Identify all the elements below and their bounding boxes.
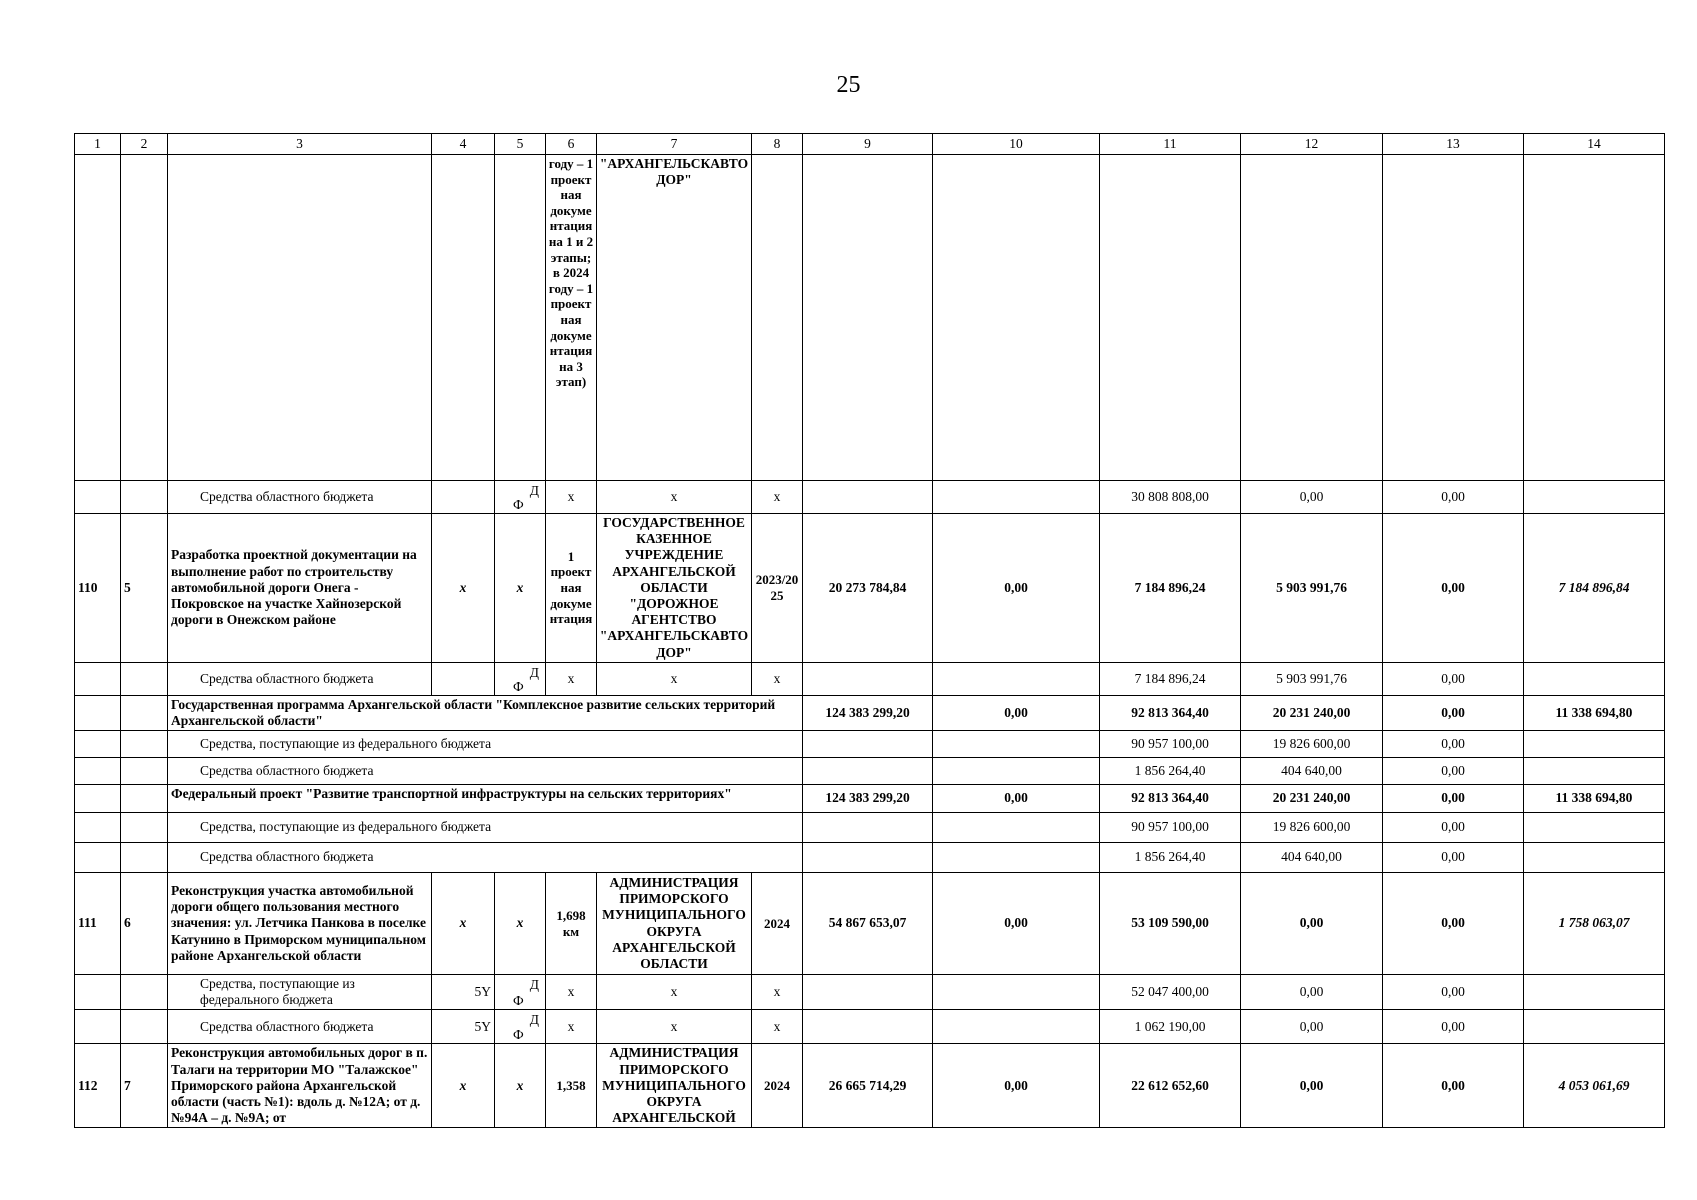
cell-11: 1 856 264,40 [1100, 758, 1241, 785]
funding-type-f: Ф [513, 678, 524, 694]
project-total-row [75, 785, 1665, 813]
funding-type-f: Ф [513, 1027, 524, 1043]
cell-13: 0,00 [1383, 813, 1524, 843]
federal-budget-row [75, 731, 1665, 758]
cell-14: 7 184 896,84 [1524, 514, 1665, 663]
funding-type-cell [495, 662, 546, 695]
col-header-4: 4 [432, 134, 495, 155]
cell-12: 5 903 991,76 [1241, 514, 1383, 663]
cell-12: 20 231 240,00 [1241, 785, 1383, 813]
row-number: 111 [75, 873, 121, 975]
continuation-row [75, 155, 1665, 481]
col-header-6: 6 [546, 134, 597, 155]
cell-8: х [752, 662, 803, 695]
col-header-11: 11 [1100, 134, 1241, 155]
cell-10: 0,00 [933, 1044, 1100, 1128]
cell-8: х [752, 481, 803, 514]
cell-12: 5 903 991,76 [1241, 662, 1383, 695]
funding-type-f: Ф [513, 993, 524, 1009]
capacity-cell: 1,358 [546, 1044, 597, 1128]
col-header-9: 9 [803, 134, 933, 155]
cell-9: 20 273 784,84 [803, 514, 933, 663]
cell-12: 0,00 [1241, 873, 1383, 975]
source-label: Средства, поступающие из федерального бюджета [168, 731, 803, 758]
column-number-row [75, 134, 1665, 155]
federal-budget-row [75, 975, 1665, 1010]
regional-budget-row [75, 481, 1665, 514]
regional-budget-row [75, 758, 1665, 785]
funding-type-d: Д [529, 977, 539, 993]
program-total-row [75, 695, 1665, 730]
continuation-organization-cell: "АРХАНГЕЛЬСКАВТОДОР" [597, 155, 752, 481]
cell-12: 19 826 600,00 [1241, 813, 1383, 843]
col-header-13: 13 [1383, 134, 1524, 155]
cell-13: 0,00 [1383, 975, 1524, 1010]
row-subnumber: 7 [121, 1044, 168, 1128]
project-title: Федеральный проект "Развитие транспортной инфраструктуры на сельских территориях" [168, 785, 803, 813]
cell-13: 0,00 [1383, 481, 1524, 514]
budget-table [74, 133, 1665, 1128]
col-header-5: 5 [495, 134, 546, 155]
cell-5: х [495, 873, 546, 975]
cell-8: х [752, 1010, 803, 1044]
capacity-cell: 1,698 км [546, 873, 597, 975]
cell-11: 1 062 190,00 [1100, 1010, 1241, 1044]
source-label: Средства областного бюджета [168, 481, 432, 514]
cell-12: 20 231 240,00 [1241, 695, 1383, 730]
cell-9: 124 383 299,20 [803, 785, 933, 813]
object-title: Реконструкция участка автомобильной дороги общего пользования местного значения: ул. Летчика Панкова в поселке Катунино в Приморском муниципальном районе Архангельской области [168, 873, 432, 975]
cell-12: 404 640,00 [1241, 758, 1383, 785]
cell-12: 0,00 [1241, 975, 1383, 1010]
object-row-112 [75, 1044, 1665, 1128]
object-title: Разработка проектной документации на выполнение работ по строительству автомобильной дороги Онега - Покровское на участке Хайнозерской дороги в Онежском районе [168, 514, 432, 663]
cell-11: 7 184 896,24 [1100, 514, 1241, 663]
period-cell: 2024 [752, 1044, 803, 1128]
cell-5: х [495, 514, 546, 663]
cell-6: х [546, 1010, 597, 1044]
funding-type-d: Д [529, 664, 539, 680]
regional-budget-row [75, 1010, 1665, 1044]
organization-cell: ГОСУДАРСТВЕННОЕ КАЗЕННОЕ УЧРЕЖДЕНИЕ АРХАНГЕЛЬСКОЙ ОБЛАСТИ "ДОРОЖНОЕ АГЕНТСТВО "АРХАНГЕЛЬСКАВТОДОР" [597, 514, 752, 663]
col-header-8: 8 [752, 134, 803, 155]
cell-10: 0,00 [933, 873, 1100, 975]
cell-6: х [546, 662, 597, 695]
cell-8: х [752, 975, 803, 1010]
cell-6: х [546, 975, 597, 1010]
cell-12: 0,00 [1241, 1044, 1383, 1128]
cell-7: х [597, 662, 752, 695]
cell-11: 92 813 364,40 [1100, 785, 1241, 813]
object-row-111 [75, 873, 1665, 975]
cell-10: 0,00 [933, 514, 1100, 663]
organization-cell: АДМИНИСТРАЦИЯ ПРИМОРСКОГО МУНИЦИПАЛЬНОГО ОКРУГА АРХАНГЕЛЬСКОЙ ОБЛАСТИ [597, 873, 752, 975]
cell-7: х [597, 975, 752, 1010]
funding-type-cell [495, 975, 546, 1010]
organization-cell: АДМИНИСТРАЦИЯ ПРИМОРСКОГО МУНИЦИПАЛЬНОГО ОКРУГА АРХАНГЕЛЬСКОЙ [597, 1044, 752, 1128]
funding-type-d: Д [529, 1012, 539, 1028]
cell-4: х [432, 873, 495, 975]
cell-13: 0,00 [1383, 731, 1524, 758]
regional-budget-row [75, 843, 1665, 873]
page-number: 25 [836, 72, 861, 98]
program-title: Государственная программа Архангельской области "Комплексное развитие сельских территорий Архангельской области" [168, 695, 803, 730]
cell-13: 0,00 [1383, 873, 1524, 975]
capacity-cell: 1 проектная документация [546, 514, 597, 663]
cell-7: х [597, 481, 752, 514]
cell-11: 30 808 808,00 [1100, 481, 1241, 514]
col-header-12: 12 [1241, 134, 1383, 155]
cell-12: 0,00 [1241, 481, 1383, 514]
continuation-result-cell: году – 1 проектная документация на 1 и 2 этапы; в 2024 году – 1 проектная документация на 3 этап) [546, 155, 597, 481]
source-label: Средства областного бюджета [168, 758, 803, 785]
regional-budget-row [75, 662, 1665, 695]
period-cell: 2024 [752, 873, 803, 975]
col-header-1: 1 [75, 134, 121, 155]
cell-13: 0,00 [1383, 785, 1524, 813]
source-label: Средства, поступающие из федерального бюджета [168, 813, 803, 843]
cell-11: 90 957 100,00 [1100, 731, 1241, 758]
col-header-7: 7 [597, 134, 752, 155]
cell-14: 1 758 063,07 [1524, 873, 1665, 975]
cell-10: 0,00 [933, 695, 1100, 730]
col-header-3: 3 [168, 134, 432, 155]
cell-13: 0,00 [1383, 1010, 1524, 1044]
cell-4: х [432, 514, 495, 663]
col-header-10: 10 [933, 134, 1100, 155]
cell-11: 1 856 264,40 [1100, 843, 1241, 873]
funding-type-f: Ф [513, 496, 524, 512]
cell-11: 7 184 896,24 [1100, 662, 1241, 695]
cell-13: 0,00 [1383, 695, 1524, 730]
source-label: Средства, поступающие из федерального бюджета [168, 975, 432, 1010]
cell-4: х [432, 1044, 495, 1128]
cell-6: х [546, 481, 597, 514]
cell-11: 53 109 590,00 [1100, 873, 1241, 975]
cell-14: 11 338 694,80 [1524, 695, 1665, 730]
row-number: 110 [75, 514, 121, 663]
cell-13: 0,00 [1383, 514, 1524, 663]
source-label: Средства областного бюджета [168, 662, 432, 695]
cell-12: 0,00 [1241, 1010, 1383, 1044]
object-title: Реконструкция автомобильных дорог в п. Талаги на территории МО "Талажское" Приморского района Архангельской области (часть №1): вдоль д. №12А; от д. №94А – д. №9А; от [168, 1044, 432, 1128]
cell-4: 5Y [432, 1010, 495, 1044]
cell-13: 0,00 [1383, 758, 1524, 785]
cell-7: х [597, 1010, 752, 1044]
cell-9: 26 665 714,29 [803, 1044, 933, 1128]
funding-type-cell [495, 1010, 546, 1044]
cell-11: 52 047 400,00 [1100, 975, 1241, 1010]
cell-12: 19 826 600,00 [1241, 731, 1383, 758]
col-header-14: 14 [1524, 134, 1665, 155]
funding-type-cell [495, 481, 546, 514]
period-cell: 2023/2025 [752, 514, 803, 663]
row-subnumber: 6 [121, 873, 168, 975]
object-row-110 [75, 514, 1665, 663]
cell-5: х [495, 1044, 546, 1128]
funding-type-d: Д [529, 483, 539, 498]
cell-11: 92 813 364,40 [1100, 695, 1241, 730]
cell-10: 0,00 [933, 785, 1100, 813]
cell-9: 124 383 299,20 [803, 695, 933, 730]
cell-13: 0,00 [1383, 843, 1524, 873]
federal-budget-row [75, 813, 1665, 843]
cell-11: 22 612 652,60 [1100, 1044, 1241, 1128]
cell-11: 90 957 100,00 [1100, 813, 1241, 843]
col-header-2: 2 [121, 134, 168, 155]
source-label: Средства областного бюджета [168, 843, 803, 873]
source-label: Средства областного бюджета [168, 1010, 432, 1044]
cell-14: 11 338 694,80 [1524, 785, 1665, 813]
row-subnumber: 5 [121, 514, 168, 663]
cell-4: 5Y [432, 975, 495, 1010]
cell-13: 0,00 [1383, 1044, 1524, 1128]
cell-13: 0,00 [1383, 662, 1524, 695]
cell-14: 4 053 061,69 [1524, 1044, 1665, 1128]
row-number: 112 [75, 1044, 121, 1128]
cell-12: 404 640,00 [1241, 843, 1383, 873]
cell-9: 54 867 653,07 [803, 873, 933, 975]
